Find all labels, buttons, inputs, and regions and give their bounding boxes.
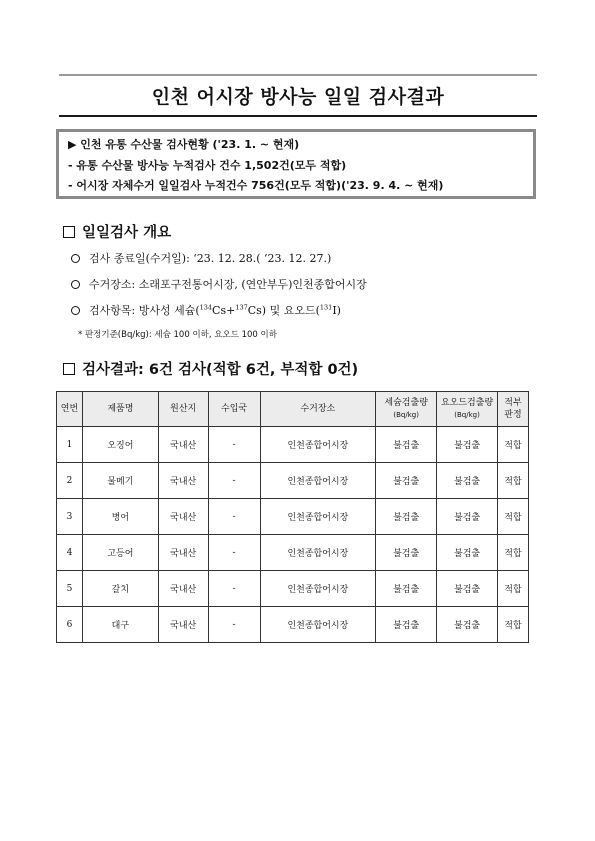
col-place: 수거장소 (260, 392, 376, 427)
cell-no: 5 (57, 571, 83, 607)
cell-verdict: 적합 (498, 571, 529, 607)
cell-verdict: 적합 (498, 607, 529, 643)
table-row (57, 463, 529, 499)
cell-no: 3 (57, 499, 83, 535)
cell-place: 인천종합어시장 (260, 427, 376, 463)
cell-i: 불검출 (437, 499, 498, 535)
col-i-label: 요오드검출량 (440, 398, 494, 408)
overview-heading (63, 221, 171, 242)
cell-product: 병어 (82, 499, 158, 535)
col-i-unit: (Bq/kg) (454, 411, 480, 419)
overview-place-text: 수거장소: 소래포구전통어시장, (연안부두)인천종합어시장 (89, 278, 367, 291)
table-row (57, 535, 529, 571)
results-heading-bold: 검사결과: 6건 검사 (82, 362, 207, 378)
cell-verdict: 적합 (498, 535, 529, 571)
col-verdict (498, 392, 529, 427)
cell-no: 4 (57, 535, 83, 571)
table-header-row (57, 392, 529, 427)
cell-i: 불검출 (437, 463, 498, 499)
col-no: 연번 (57, 392, 83, 427)
cell-product: 대구 (82, 607, 158, 643)
summary-line: - 유통 수산물 방사능 누적검사 건수 1,502건(모두 적합) (68, 158, 347, 172)
col-cs-unit: (Bq/kg) (393, 411, 419, 419)
circle-bullet-icon (71, 306, 80, 315)
table-row (57, 571, 529, 607)
cell-cs: 불검출 (376, 499, 437, 535)
cell-place: 인천종합어시장 (260, 535, 376, 571)
results-heading-rest: (적합 6건, 부적합 0건) (206, 362, 359, 378)
col-import-country: 수입국 (208, 392, 260, 427)
overview-heading-text: 일일검사 개요 (82, 225, 172, 241)
col-product: 제품명 (82, 392, 158, 427)
results-table (56, 391, 529, 643)
circle-bullet-icon (71, 254, 80, 263)
col-verdict-label-2: 판정 (504, 410, 522, 420)
cell-origin: 국내산 (158, 499, 208, 535)
page-title: 인천 어시장 방사능 일일 검사결과 (151, 86, 445, 108)
cell-product: 물메기 (82, 463, 158, 499)
summary-line: - 어시장 자체수거 일일검사 누적건수 756건(모두 적합)('23. 9. 4. ~ 현재) (68, 179, 444, 192)
criteria-note: * 판정기준(Bq/kg): 세슘 100 이하, 요오드 100 이하 (78, 330, 277, 340)
col-verdict-label-1: 적부 (504, 398, 522, 408)
cell-i: 불검출 (437, 427, 498, 463)
overview-date-text: 검사 종료일(수거일): ‘23. 12. 28.( ‘23. 12. 27.) (89, 252, 332, 265)
cell-import-country: - (208, 535, 260, 571)
overview-date (71, 250, 331, 266)
summary-line: ▶ 인천 유통 수산물 검사현황 ('23. 1. ~ 현재) (68, 138, 300, 151)
cell-cs: 불검출 (376, 427, 437, 463)
cell-cs: 불검출 (376, 535, 437, 571)
cell-origin: 국내산 (158, 535, 208, 571)
cell-origin: 국내산 (158, 427, 208, 463)
cell-origin: 국내산 (158, 607, 208, 643)
cell-import-country: - (208, 427, 260, 463)
cell-import-country: - (208, 499, 260, 535)
cell-place: 인천종합어시장 (260, 607, 376, 643)
col-cs (376, 392, 437, 427)
square-bullet-icon (63, 226, 75, 238)
i-symbol: I) (332, 304, 341, 317)
overview-place (71, 276, 367, 292)
cell-i: 불검출 (437, 535, 498, 571)
col-i (437, 392, 498, 427)
i131-mass: 131 (319, 303, 333, 312)
cell-import-country: - (208, 607, 260, 643)
cell-place: 인천종합어시장 (260, 571, 376, 607)
col-cs-label: 세슘검출량 (384, 398, 428, 408)
cell-i: 불검출 (437, 607, 498, 643)
square-bullet-icon (63, 363, 75, 375)
overview-items (71, 302, 341, 318)
cell-product: 갈치 (82, 571, 158, 607)
summary-box (56, 129, 536, 199)
cs134-mass: 134 (199, 303, 213, 312)
cell-cs: 불검출 (376, 463, 437, 499)
cell-origin: 국내산 (158, 571, 208, 607)
cell-place: 인천종합어시장 (260, 463, 376, 499)
cell-cs: 불검출 (376, 571, 437, 607)
cell-verdict: 적합 (498, 463, 529, 499)
cell-no: 2 (57, 463, 83, 499)
cell-no: 6 (57, 607, 83, 643)
table-row (57, 427, 529, 463)
overview-items-text (89, 302, 341, 318)
cell-i: 불검출 (437, 571, 498, 607)
cell-origin: 국내산 (158, 463, 208, 499)
cell-cs: 불검출 (376, 607, 437, 643)
title-banner (59, 74, 537, 117)
cell-product: 오징어 (82, 427, 158, 463)
table-row (57, 499, 529, 535)
cs-iodine-text: Cs) 및 요오드( (247, 304, 320, 317)
col-origin: 원산지 (158, 392, 208, 427)
cell-import-country: - (208, 571, 260, 607)
cell-import-country: - (208, 463, 260, 499)
cell-no: 1 (57, 427, 83, 463)
circle-bullet-icon (71, 280, 80, 289)
cell-product: 고등어 (82, 535, 158, 571)
cell-verdict: 적합 (498, 427, 529, 463)
cell-verdict: 적합 (498, 499, 529, 535)
cs137-mass: 137 (235, 303, 248, 312)
results-heading (63, 358, 358, 379)
table-row (57, 607, 529, 643)
item-prefix: 검사항목: 방사성 세슘( (89, 304, 200, 317)
cell-place: 인천종합어시장 (260, 499, 376, 535)
cs-symbol: Cs+ (212, 304, 236, 317)
